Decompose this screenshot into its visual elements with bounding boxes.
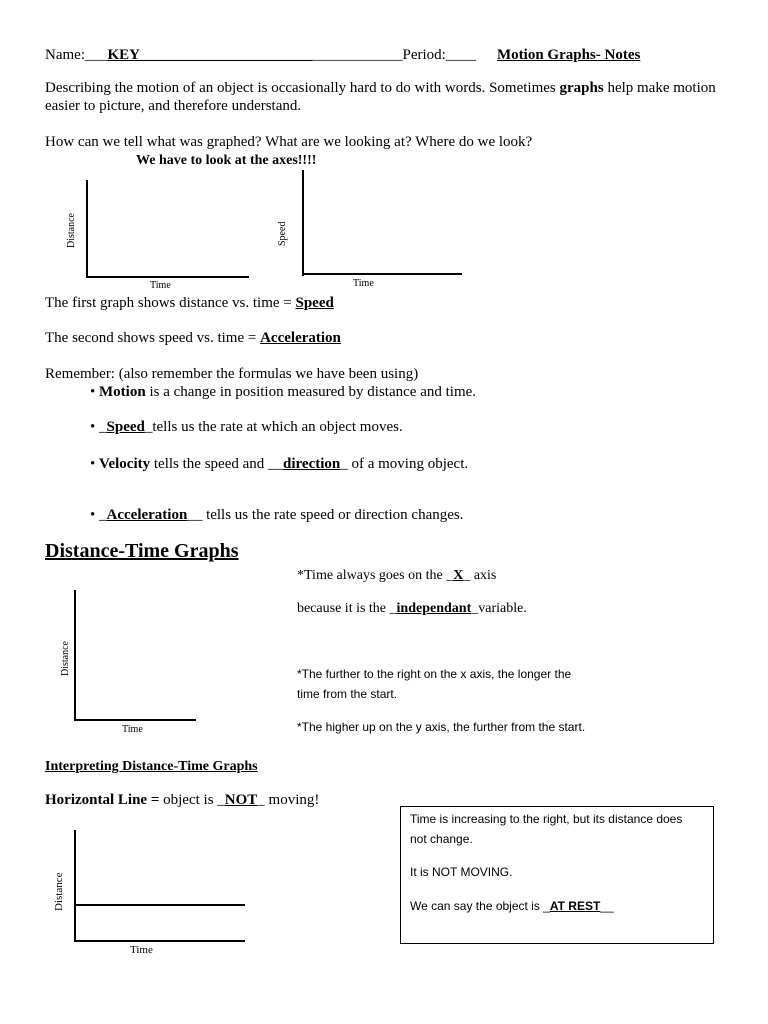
time-note-answer: X [453, 568, 464, 583]
bullet-velocity-text: _ of a moving object. [340, 456, 469, 472]
graph4-y-label: Distance [53, 872, 65, 911]
bullet-velocity-term: Velocity [99, 456, 151, 472]
bullet-acceleration [90, 507, 463, 524]
hline-term: Horizontal Line = [45, 792, 160, 808]
graph3-y-axis [74, 590, 76, 721]
bullet-dot: • [90, 507, 100, 523]
because-answer: independant [396, 601, 472, 616]
name-value: KEY_______________________ [107, 47, 313, 63]
graph2-y-label: Speed [277, 221, 288, 246]
graph3-x-label: Time [122, 724, 143, 735]
bullet-acceleration-answer: Acceleration [106, 507, 188, 523]
higher-note: *The higher up on the y axis, the further from the start. [297, 720, 586, 734]
statement-1-answer: Speed [295, 295, 334, 311]
box-line-4-answer: AT REST [549, 899, 601, 913]
horizontal-line-note [45, 792, 319, 809]
bullet-speed-answer: Speed [106, 419, 145, 435]
graph3-y-label: Distance [60, 641, 71, 676]
statement-2-answer: Acceleration [260, 330, 341, 346]
remember-heading: Remember: (also remember the formulas we have been using) [45, 366, 419, 382]
intro-graphs-word: graphs [559, 80, 604, 96]
graph4-x-axis [74, 940, 245, 942]
graph2-x-label: Time [353, 278, 374, 289]
graph1-x-label: Time [150, 280, 171, 291]
bullet-acceleration-pre: _ [99, 507, 107, 523]
bullet-motion [90, 384, 476, 401]
intro-text-b: help make motion [603, 80, 716, 96]
bullet-acceleration-text: __ tells us the rate speed or direction changes. [187, 507, 464, 523]
bullet-dot: • [90, 419, 100, 435]
hline-b: _ moving! [257, 792, 320, 808]
graph1-y-axis [86, 180, 88, 278]
graph3-x-axis [74, 719, 196, 721]
box-line-3: It is NOT MOVING. [410, 865, 513, 879]
period-label: Period:____ [402, 47, 476, 63]
intro-line-2: easier to picture, and therefore understand. [45, 98, 302, 114]
name-tail: ____________ [312, 47, 403, 63]
bullet-speed [90, 419, 403, 436]
statement-first-graph [45, 295, 334, 312]
statement-second-graph [45, 330, 341, 347]
header-line [45, 47, 476, 64]
page-title: Motion Graphs- Notes [497, 47, 641, 63]
hline-answer: NOT [224, 792, 258, 808]
graph4-data-line [74, 904, 245, 906]
bullet-speed-pre: _ [99, 419, 107, 435]
time-note-b: _ axis [463, 568, 497, 583]
name-label: Name:___ [45, 47, 108, 63]
graph1-x-axis [86, 276, 249, 278]
graph4-y-axis [74, 830, 76, 942]
bullet-motion-term: Motion [99, 384, 146, 400]
bullet-dot: • [90, 384, 100, 400]
bullet-velocity [90, 456, 468, 473]
time-axis-note [297, 568, 496, 584]
bullet-motion-text: is a change in position measured by distance and time. [145, 384, 477, 400]
graph1-y-label: Distance [66, 213, 77, 248]
interpreting-heading: Interpreting Distance-Time Graphs [45, 759, 258, 774]
box-line-4-b: __ [600, 899, 614, 913]
bullet-velocity-mid: tells the speed and __ [150, 456, 284, 472]
box-line-4 [410, 899, 614, 913]
graph2-y-axis [302, 170, 304, 276]
time-note-a: *Time always goes on the _ [297, 568, 454, 583]
further-note-line2: time from the start. [297, 687, 398, 701]
bullet-velocity-answer: direction [283, 456, 341, 472]
intro-text-a: Describing the motion of an object is occasionally hard to do with words. Sometimes [45, 80, 560, 96]
further-note-line1: *The further to the right on the x axis, the longer the [297, 667, 572, 681]
intro-question: How can we tell what was graphed? What are we looking at? Where do we look? [45, 134, 533, 150]
bullet-speed-text: _tells us the rate at which an object moves. [144, 419, 403, 435]
because-b: _variable. [471, 601, 527, 616]
because-a: because it is the _ [297, 601, 397, 616]
hline-a: object is _ [159, 792, 225, 808]
box-line-4-a: We can say the object is _ [410, 899, 550, 913]
box-line-2: not change. [410, 832, 473, 846]
independent-note [297, 601, 527, 617]
axes-note: We have to look at the axes!!!! [136, 153, 317, 168]
intro-line-1 [45, 80, 716, 97]
box-line-1: Time is increasing to the right, but its distance does [410, 812, 683, 826]
bullet-dot: • [90, 456, 100, 472]
graph2-x-axis [302, 273, 462, 275]
dt-section-heading: Distance-Time Graphs [45, 540, 239, 562]
statement-1-text: The first graph shows distance vs. time = [45, 295, 296, 311]
graph4-x-label: Time [130, 944, 153, 956]
statement-2-text: The second shows speed vs. time = [45, 330, 261, 346]
